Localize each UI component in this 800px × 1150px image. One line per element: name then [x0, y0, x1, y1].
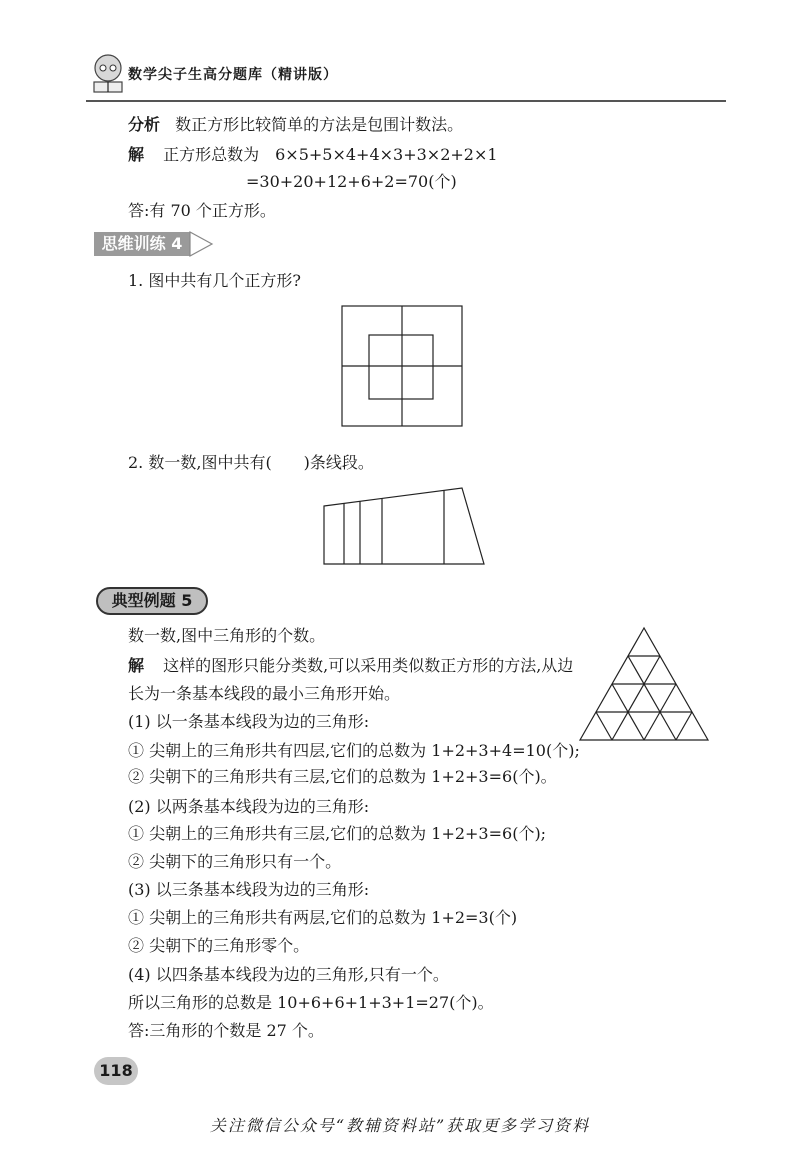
example-line: 答:三角形的个数是 27 个。	[128, 1021, 324, 1040]
example-solution-text-2: 长为一条基本线段的最小三角形开始。	[128, 684, 401, 703]
training-tag-label: 思维训练 4	[94, 232, 190, 256]
header-divider	[86, 100, 726, 102]
example-line: (2) 以两条基本线段为边的三角形:	[128, 797, 370, 816]
example-tag-label: 典型例题 5	[111, 591, 193, 610]
segments-figure	[320, 484, 490, 568]
header-title: 数学尖子生高分题库（精讲版）	[128, 67, 338, 83]
example-line: (1) 以一条基本线段为边的三角形:	[128, 712, 370, 731]
page-number-badge	[94, 1057, 138, 1085]
example-prompt: 数一数,图中三角形的个数。	[128, 626, 326, 645]
analysis-label: 分析	[128, 115, 161, 134]
example-line: ② 尖朝下的三角形只有一个。	[128, 852, 342, 871]
page-number: 118	[99, 1061, 133, 1080]
example-line: 所以三角形的总数是 10+6+6+1+3+1=27(个)。	[128, 993, 494, 1012]
example-line: ① 尖朝上的三角形共有三层,它们的总数为 1+2+3=6(个);	[128, 824, 547, 843]
mascot-logo	[88, 52, 128, 96]
example-line: (3) 以三条基本线段为边的三角形:	[128, 880, 370, 899]
example-line: ① 尖朝上的三角形共有两层,它们的总数为 1+2=3(个)	[128, 908, 518, 927]
solution-text-2: =30+20+12+6+2=70(个)	[246, 172, 457, 191]
example-line: ① 尖朝上的三角形共有四层,它们的总数为 1+2+3+4=10(个);	[128, 741, 580, 760]
mascot-icon	[88, 52, 128, 96]
example-solution-line-1	[128, 655, 573, 677]
training-question-1: 1. 图中共有几个正方形?	[128, 271, 301, 290]
example-tag	[96, 587, 208, 615]
answer-1: 答:有 70 个正方形。	[128, 201, 276, 220]
solution-text-1: 正方形总数为 6×5+5×4+4×3+3×2+2×1	[163, 145, 498, 164]
example-line: (4) 以四条基本线段为边的三角形,只有一个。	[128, 965, 449, 984]
example-solution-label: 解	[128, 656, 145, 675]
example-solution-text-1: 这样的图形只能分类数,可以采用类似数正方形的方法,从边	[163, 656, 574, 675]
arrow-tab-icon	[94, 232, 214, 256]
solution-line-1	[128, 144, 498, 166]
solution-label: 解	[128, 145, 145, 164]
analysis-line	[128, 114, 463, 136]
training-tag	[94, 232, 214, 256]
analysis-text: 数正方形比较简单的方法是包围计数法。	[175, 115, 464, 134]
footer-note: 关注微信公众号“教辅资料站”获取更多学习资料	[209, 1116, 591, 1135]
squares-figure	[340, 304, 464, 428]
training-question-2: 2. 数一数,图中共有( )条线段。	[128, 453, 374, 472]
example-line: ② 尖朝下的三角形零个。	[128, 936, 310, 955]
triangles-figure	[578, 626, 712, 744]
example-line: ② 尖朝下的三角形共有三层,它们的总数为 1+2+3=6(个)。	[128, 767, 557, 786]
